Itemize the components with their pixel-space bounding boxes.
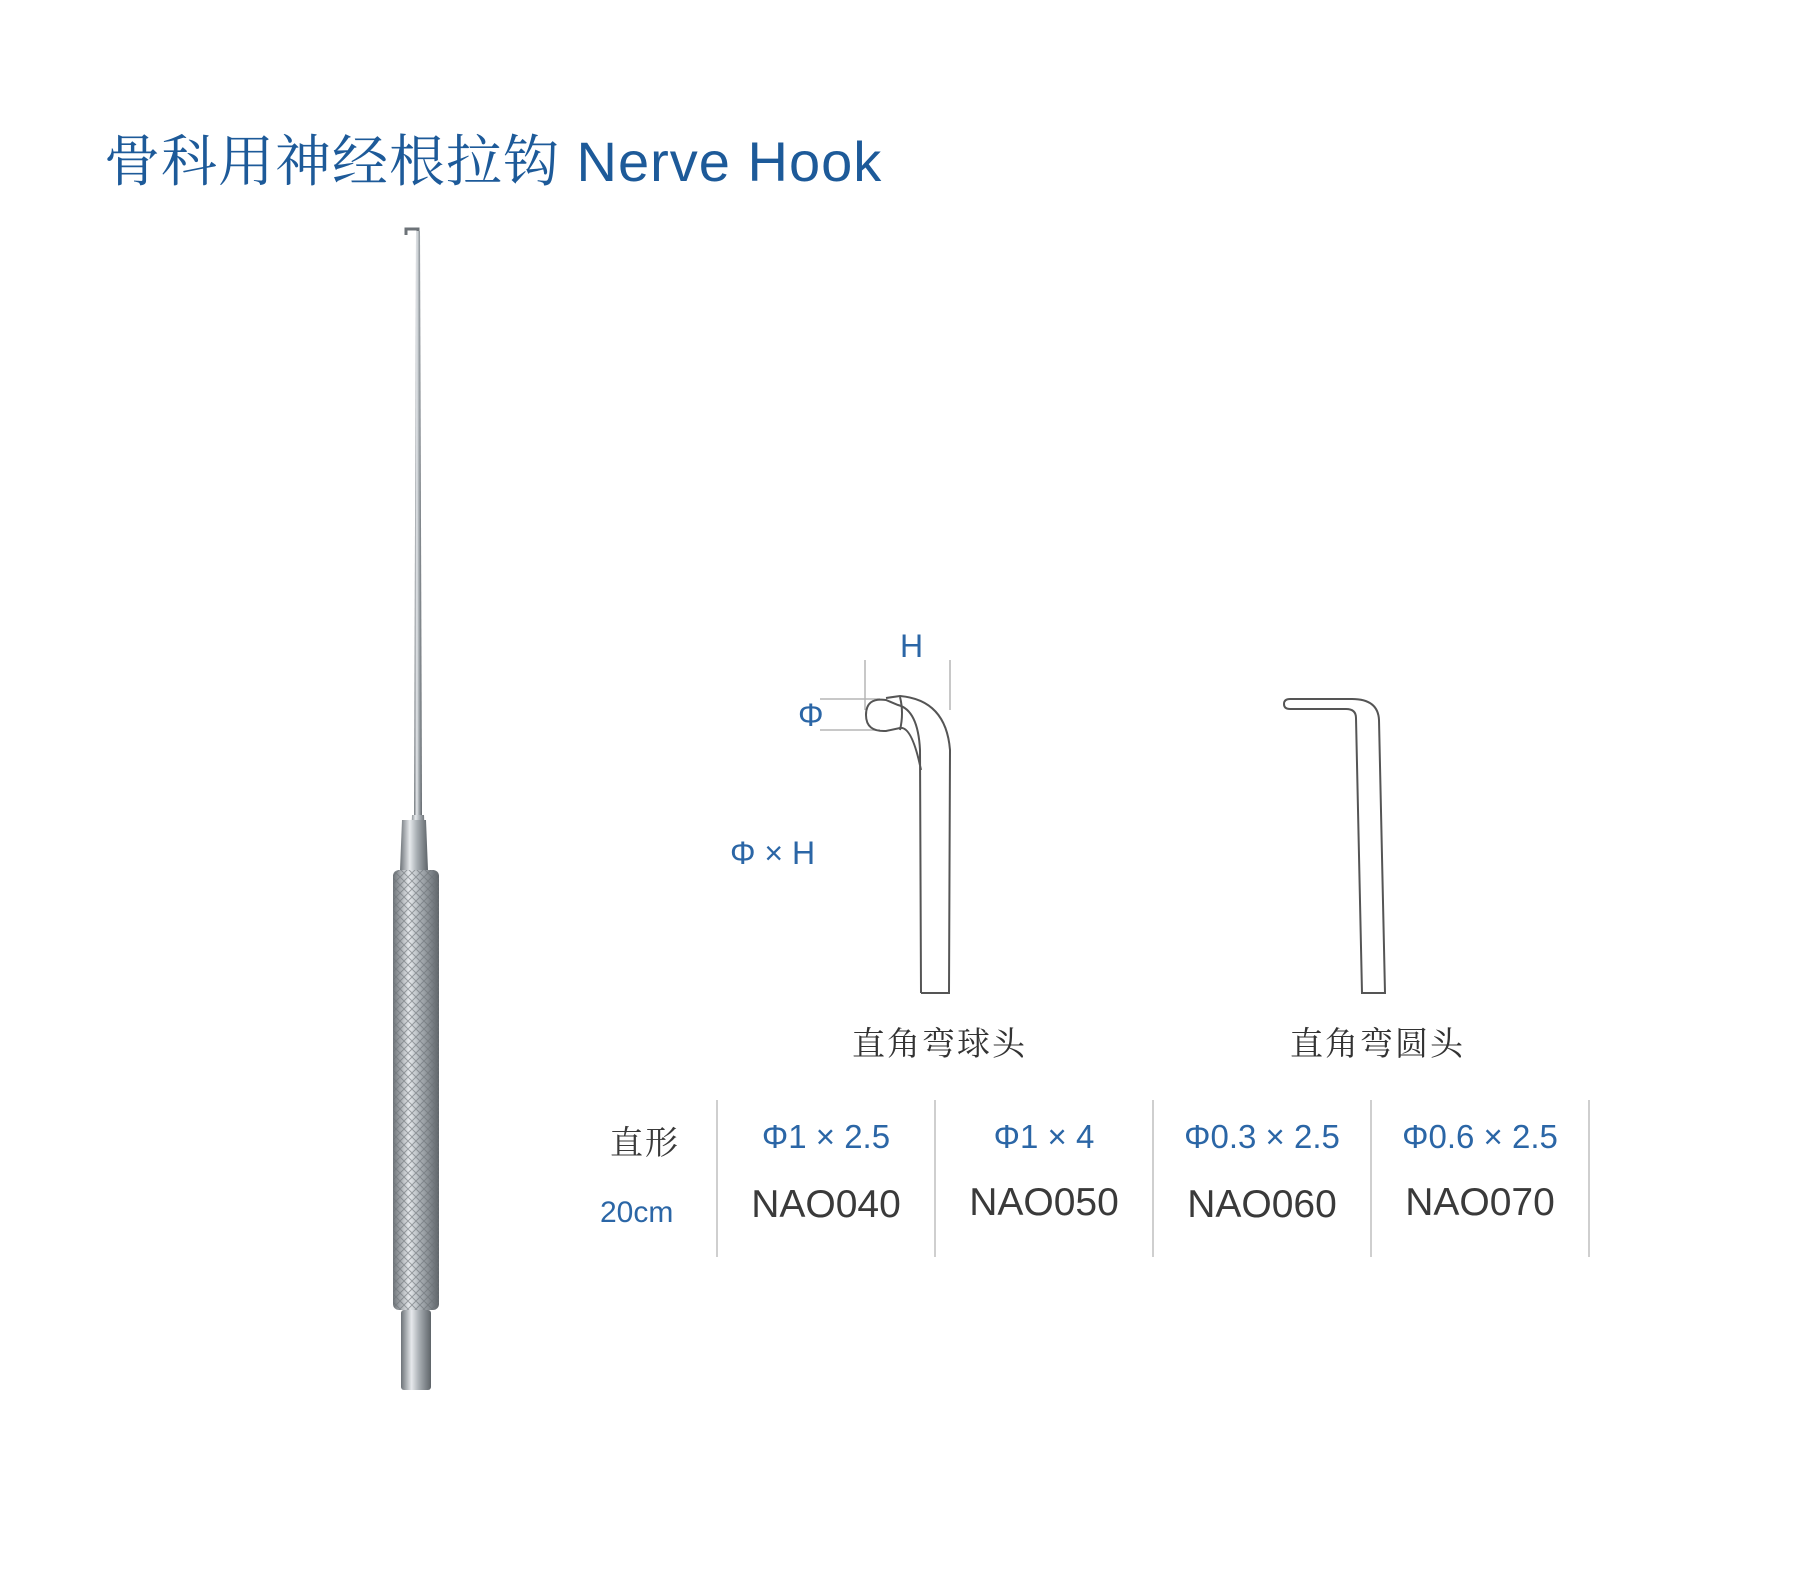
nerve-hook-instrument-image bbox=[380, 225, 460, 1395]
product-code-cell: NAO060 bbox=[1187, 1183, 1337, 1226]
table-divider bbox=[1370, 1100, 1372, 1257]
row-label-straight: 直形 bbox=[610, 1124, 680, 1161]
spec-cell: Φ1 × 4 bbox=[993, 1118, 1095, 1155]
table-divider bbox=[934, 1100, 936, 1257]
length-label: 20cm bbox=[600, 1196, 674, 1229]
product-code-cell: NAO050 bbox=[969, 1181, 1119, 1224]
dimension-phi-x-h-label: Φ × H bbox=[730, 835, 816, 871]
ball-head-hook-diagram bbox=[800, 650, 970, 1010]
round-head-caption: 直角弯圆头 bbox=[1290, 1025, 1465, 1062]
product-code-cell: NAO070 bbox=[1405, 1181, 1555, 1224]
spec-cell: Φ0.6 × 2.5 bbox=[1402, 1118, 1558, 1155]
round-head-hook-diagram bbox=[1280, 690, 1400, 1010]
spec-cell: Φ1 × 2.5 bbox=[761, 1118, 891, 1155]
page-title: 骨科用神经根拉钩 Nerve Hook bbox=[104, 130, 883, 193]
table-divider bbox=[1588, 1100, 1590, 1257]
spec-cell: Φ0.3 × 2.5 bbox=[1184, 1118, 1340, 1155]
product-code-cell: NAO040 bbox=[751, 1183, 901, 1226]
table-divider bbox=[1152, 1100, 1154, 1257]
table-divider bbox=[716, 1100, 718, 1257]
dimension-phi-label: Φ bbox=[798, 697, 824, 733]
ball-head-caption: 直角弯球头 bbox=[852, 1025, 1027, 1062]
dimension-h-label: H bbox=[900, 628, 924, 664]
